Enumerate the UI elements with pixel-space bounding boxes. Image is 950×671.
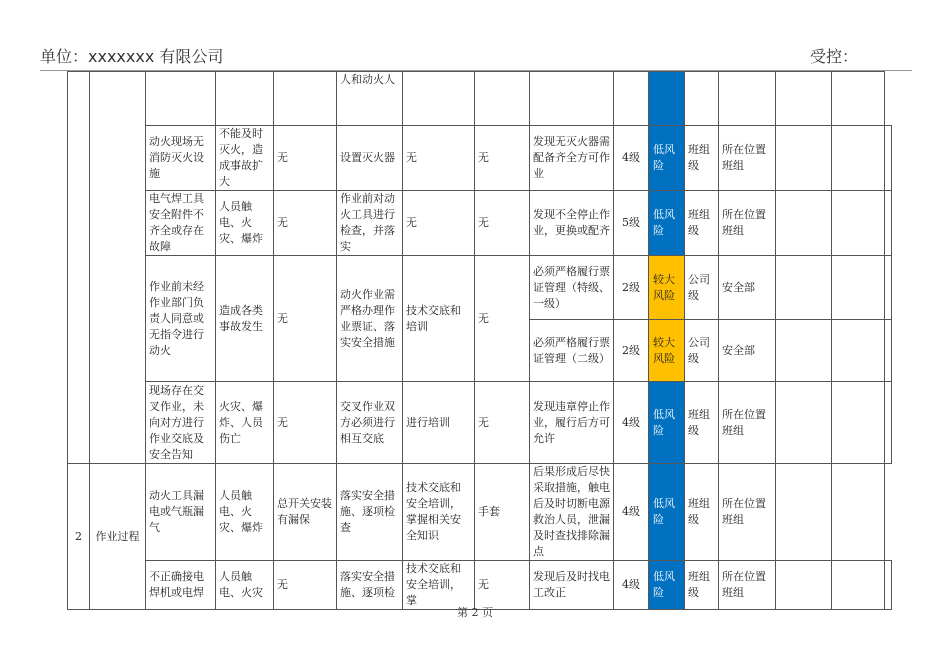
eng-cell: 无 — [274, 126, 337, 191]
table-row — [68, 126, 892, 191]
table-row — [68, 256, 892, 320]
ppe-cell: 手套 — [475, 464, 530, 561]
consequence-cell: 人员触电、火灾、爆炸 — [216, 464, 274, 561]
mgmt-cell: 交叉作业双方必须进行相互交底 — [337, 382, 403, 464]
ppe-cell: 无 — [475, 256, 530, 382]
eng-cell: 无 — [274, 191, 337, 256]
level-cell: 2级 — [614, 320, 649, 382]
mgmt-cell: 落实安全措施、逐项检查 — [337, 464, 403, 561]
training-cell: 技术交底和安全培训，掌 — [403, 561, 475, 610]
risk-badge: 较大风险 — [649, 256, 685, 320]
table-row — [68, 72, 892, 126]
table-row — [68, 561, 892, 610]
page-number: 第 2 页 — [457, 606, 493, 619]
level-cell: 4级 — [614, 382, 649, 464]
emergency-cell: 必须严格履行票证管理（二级） — [530, 320, 614, 382]
level-cell: 4级 — [614, 126, 649, 191]
emergency-cell: 发现违章停止作业，履行后方可允许 — [530, 382, 614, 464]
risk-badge: 低风险 — [649, 126, 685, 191]
emergency-cell: 发现无灭火器需配备齐全方可作业 — [530, 126, 614, 191]
consequence-cell: 人员触电、火灾 — [216, 561, 274, 610]
risk-badge: 较大风险 — [649, 320, 685, 382]
mgmt-cell: 设置灭火器 — [337, 126, 403, 191]
training-cell: 技术交底和培训 — [403, 256, 475, 382]
hazard-cell: 作业前未经作业部门负责人同意或无指令进行动火 — [146, 256, 216, 382]
training-cell: 进行培训 — [403, 382, 475, 464]
risk-table — [67, 71, 892, 610]
unit-cell: 所在位置班组 — [719, 126, 776, 191]
consequence-cell: 人员触电、火灾、爆炸 — [216, 191, 274, 256]
training-cell: 无 — [403, 126, 475, 191]
hazard-cell: 动火现场无消防灭火设施 — [146, 126, 216, 191]
ppe-cell: 无 — [475, 382, 530, 464]
eng-cell: 无 — [274, 382, 337, 464]
mgmt-cell: 人和动火人 — [337, 72, 403, 126]
hazard-cell: 不正确接电焊机或电焊 — [146, 561, 216, 610]
eng-cell: 无 — [274, 256, 337, 382]
training-cell: 技术交底和安全培训，掌握相关安全知识 — [403, 464, 475, 561]
company-header: 单位：xxxxxxx 有限公司 — [40, 47, 224, 66]
emergency-cell: 发现后及时找电工改正 — [530, 561, 614, 610]
eng-cell: 总开关安装有漏保 — [274, 464, 337, 561]
unit-cell: 所在位置班组 — [719, 561, 776, 610]
control-level-cell: 班组级 — [685, 561, 719, 610]
unit-cell: 安全部 — [719, 256, 776, 320]
control-level-cell: 公司级 — [685, 320, 719, 382]
eng-cell: 无 — [274, 561, 337, 610]
hazard-cell: 动火工具漏电或气瓶漏气 — [146, 464, 216, 561]
control-level-cell: 班组级 — [685, 191, 719, 256]
mgmt-cell: 落实安全措施、逐项检 — [337, 561, 403, 610]
risk-badge: 低风险 — [649, 191, 685, 256]
control-level-cell: 班组级 — [685, 126, 719, 191]
level-cell: 2级 — [614, 256, 649, 320]
risk-badge: 低风险 — [649, 561, 685, 610]
table-row — [68, 382, 892, 464]
mgmt-cell: 动火作业需严格办理作业票证、落实安全措施 — [337, 256, 403, 382]
emergency-cell: 后果形成后尽快采取措施，触电后及时切断电源救治人员，泄漏及时查找排除漏点 — [530, 464, 614, 561]
training-cell: 无 — [403, 191, 475, 256]
unit-cell: 所在位置班组 — [719, 191, 776, 256]
unit-cell: 所在位置班组 — [719, 464, 776, 561]
control-level-cell: 班组级 — [685, 382, 719, 464]
stage-cell: 作业过程 — [90, 464, 146, 610]
mgmt-cell: 作业前对动火工具进行检查，并落实 — [337, 191, 403, 256]
control-level-cell: 公司级 — [685, 256, 719, 320]
table-row — [68, 191, 892, 256]
consequence-cell: 造成各类事故发生 — [216, 256, 274, 382]
consequence-cell: 不能及时灭火，造成事故扩大 — [216, 126, 274, 191]
ppe-cell: 无 — [475, 561, 530, 610]
level-cell: 4级 — [614, 464, 649, 561]
hazard-cell: 现场存在交叉作业，未向对方进行作业交底及安全告知 — [146, 382, 216, 464]
emergency-cell: 发现不全停止作业，更换或配齐 — [530, 191, 614, 256]
control-level-cell: 班组级 — [685, 464, 719, 561]
emergency-cell: 必须严格履行票证管理（特级、一级） — [530, 256, 614, 320]
consequence-cell: 火灾、爆炸、人员伤亡 — [216, 382, 274, 464]
risk-badge: 低风险 — [649, 382, 685, 464]
row-number: 2 — [68, 464, 90, 610]
control-label: 受控： — [810, 47, 859, 66]
table-row — [68, 464, 892, 561]
unit-cell: 安全部 — [719, 320, 776, 382]
ppe-cell: 无 — [475, 191, 530, 256]
hazard-cell: 电气焊工具安全附件不齐全或存在故障 — [146, 191, 216, 256]
level-cell: 4级 — [614, 561, 649, 610]
risk-badge — [649, 72, 685, 126]
risk-badge: 低风险 — [649, 464, 685, 561]
ppe-cell: 无 — [475, 126, 530, 191]
level-cell: 5级 — [614, 191, 649, 256]
unit-cell: 所在位置班组 — [719, 382, 776, 464]
